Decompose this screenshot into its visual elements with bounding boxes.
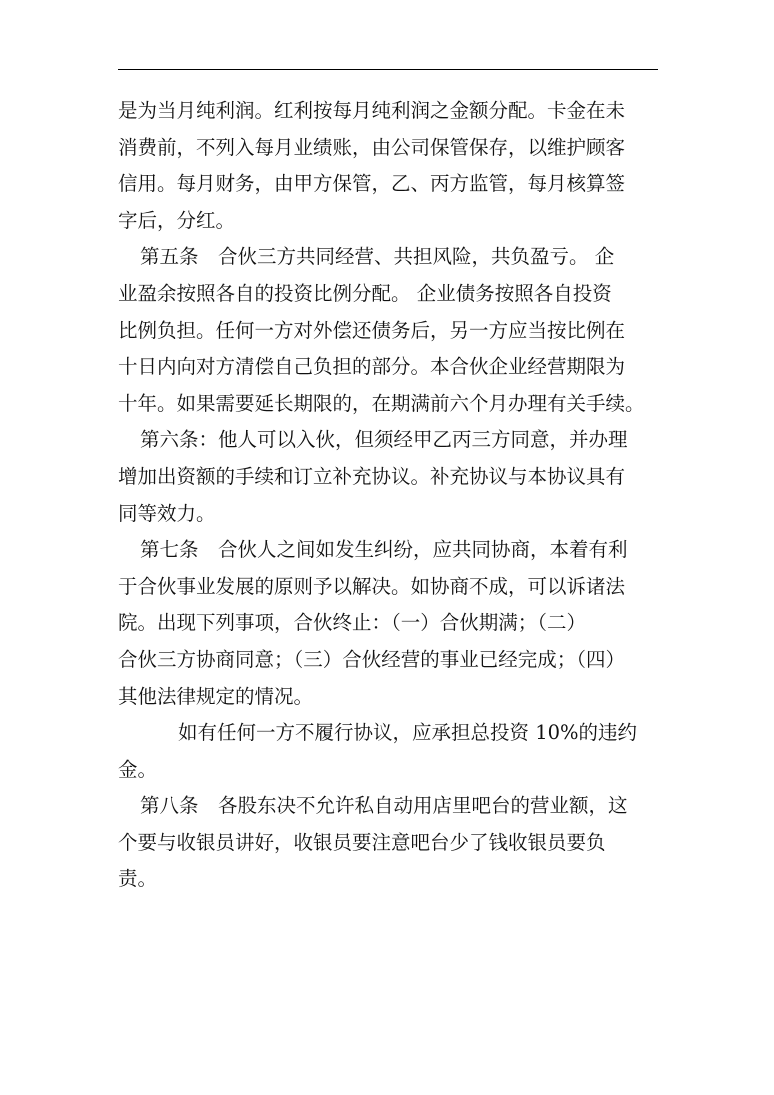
- text-line: 增加出资额的手续和订立补充协议。补充协议与本协议具有: [118, 464, 626, 488]
- text-line: 十日内向对方清偿自己负担的部分。本合伙企业经营期限为: [118, 355, 626, 379]
- text-line: 于合伙事业发展的原则予以解决。如协商不成，可以诉诸法: [118, 574, 626, 598]
- text-line: 同等效力。: [118, 501, 216, 525]
- text-line: 责。: [118, 867, 158, 891]
- text-line: 个要与收银员讲好，收银员要注意吧台少了钱收银员要负: [118, 830, 606, 854]
- text-line: 院。出现下列事项，合伙终止：（一）合伙期满；（二）: [118, 611, 587, 635]
- document-body: [118, 93, 658, 898]
- text-line: 其他法律规定的情况。: [118, 684, 314, 708]
- text-line: 字后，分红。: [118, 208, 236, 232]
- text-line: 合伙三方协商同意；（三）合伙经营的事业已经完成；（四）: [118, 647, 626, 671]
- text-line: 信用。每月财务，由甲方保管，乙、丙方监管，每月核算签: [118, 172, 626, 196]
- article-8-heading-line: 第八条 各股东决不允许私自动用店里吧台的营业额，这: [140, 794, 628, 818]
- header-rule: [118, 69, 658, 70]
- text-line: 金。: [118, 757, 158, 781]
- text-line: 业盈余按照各自的投资比例分配。 企业债务按照各自投资: [118, 281, 612, 305]
- text-line: 比例负担。任何一方对外偿还债务后，另一方应当按比例在: [118, 318, 626, 342]
- penalty-clause-line: 如有任何一方不履行协议，应承担总投资 10%的违约: [178, 721, 638, 745]
- article-6-heading-line: 第六条：他人可以入伙，但须经甲乙丙三方同意，并办理: [140, 428, 628, 452]
- article-5-heading-line: 第五条 合伙三方共同经营、共担风险，共负盈亏。 企: [140, 245, 615, 269]
- article-7-heading-line: 第七条 合伙人之间如发生纠纷，应共同协商，本着有利: [140, 538, 628, 562]
- text-line: 是为当月纯利润。红利按每月纯利润之金额分配。卡金在未: [118, 99, 626, 122]
- text-line: 消费前，不列入每月业绩账，由公司保管保存，以维护顾客: [118, 135, 626, 159]
- text-line: 十年。如果需要延长期限的，在期满前六个月办理有关手续。: [118, 391, 645, 415]
